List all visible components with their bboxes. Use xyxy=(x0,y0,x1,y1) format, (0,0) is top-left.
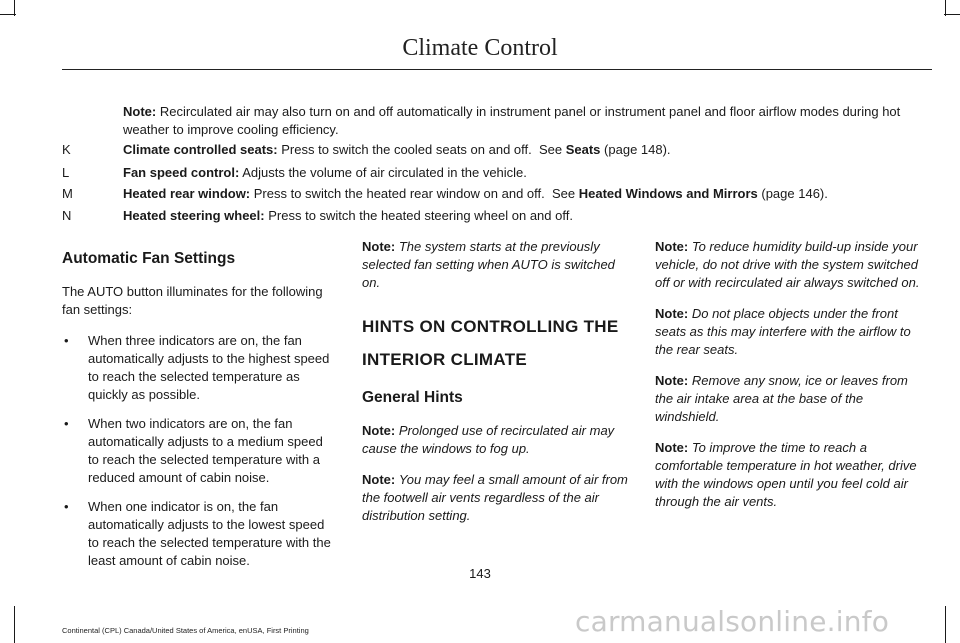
note-text: To improve the time to reach a comfortable temperature in hot weather, drive with the windows open until you feel cold air through the air vents. xyxy=(655,440,917,509)
note-label: Note: xyxy=(655,306,689,321)
note-label: Note: xyxy=(362,472,396,487)
note xyxy=(655,372,929,426)
watermark: carmanualsonline.info xyxy=(575,605,890,638)
list-item: • When three indicators are on, the fan automatically adjusts to the highest speed to reach the selected temperature as quickly as possible. xyxy=(62,332,336,404)
item-text xyxy=(123,185,828,203)
item-key: M xyxy=(62,186,73,201)
column-1 xyxy=(62,238,336,581)
crop-mark-top-right-h xyxy=(944,14,960,15)
item-key: N xyxy=(62,208,72,223)
crop-mark-bottom-left xyxy=(14,606,15,643)
item-desc: Press to switch the heated rear window on and off. See xyxy=(253,186,579,201)
item-text xyxy=(123,207,573,225)
item-key: L xyxy=(62,165,70,180)
note-text: Do not place objects under the front seats as this may interfere with the airflow to the rear seats. xyxy=(655,306,911,357)
bullet-list xyxy=(62,332,336,570)
item-desc: Press to switch the heated steering wheel on and off. xyxy=(268,208,573,223)
heading-line: HINTS ON CONTROLLING THE xyxy=(362,317,619,336)
note xyxy=(655,238,929,292)
item-page: (page 146). xyxy=(761,186,828,201)
note-text: The system starts at the previously selected fan setting when AUTO is switched on. xyxy=(362,239,615,290)
item-label: Heated rear window: xyxy=(123,186,251,201)
item-desc: Press to switch the cooled seats on and off. See xyxy=(281,142,566,157)
note-label: Note: xyxy=(362,239,396,254)
note xyxy=(362,422,634,458)
item-label: Heated steering wheel: xyxy=(123,208,265,223)
note-text: Prolonged use of recirculated air may cause the windows to fog up. xyxy=(362,423,615,456)
top-note-label: Note: xyxy=(123,104,157,119)
heading-line: INTERIOR CLIMATE xyxy=(362,350,528,369)
item-page: (page 148). xyxy=(604,142,671,157)
top-note xyxy=(123,103,928,139)
note xyxy=(655,439,929,511)
item-desc: Adjusts the volume of air circulated in the vehicle. xyxy=(242,165,527,180)
note xyxy=(362,471,634,525)
note-label: Note: xyxy=(362,423,396,438)
item-ref: Seats xyxy=(565,142,601,157)
section-heading-main xyxy=(362,316,634,371)
note-label: Note: xyxy=(655,239,689,254)
header-divider xyxy=(62,69,932,70)
item-text xyxy=(123,164,527,182)
item-label: Climate controlled seats: xyxy=(123,142,278,157)
note xyxy=(362,238,634,292)
list-item: • When two indicators are on, the fan automatically adjusts to a medium speed to reach the selected temperature with a reduced amount of cabin noise. xyxy=(62,415,336,487)
column-3 xyxy=(655,238,929,524)
list-item: • When one indicator is on, the fan automatically adjusts to the lowest speed to reach the selected temperature with the least amount of cabin noise. xyxy=(62,498,336,570)
note-text: Remove any snow, ice or leaves from the air intake area at the base of the windshield. xyxy=(655,373,908,424)
page-number: 143 xyxy=(469,566,491,581)
note xyxy=(655,305,929,359)
item-ref: Heated Windows and Mirrors xyxy=(578,186,758,201)
note-text: You may feel a small amount of air from the footwell air vents regardless of the air distribution setting. xyxy=(362,472,628,523)
note-label: Note: xyxy=(655,373,689,388)
footer-text: Continental (CPL) Canada/United States of America, enUSA, First Printing xyxy=(62,626,309,635)
page-title: Climate Control xyxy=(402,35,558,61)
item-text xyxy=(123,141,671,159)
item-key: K xyxy=(62,142,71,157)
crop-mark-bottom-right xyxy=(945,606,946,643)
top-note-text: Recirculated air may also turn on and off automatically in instrument panel or instrument panel and floor airflow modes during hot weather to improve cooling efficiency. xyxy=(123,104,901,137)
section-heading: Automatic Fan Settings xyxy=(62,250,236,267)
item-label: Fan speed control: xyxy=(123,165,240,180)
column-2 xyxy=(362,238,634,538)
note-text: To reduce humidity build-up inside your vehicle, do not drive with the system switched off or with recirculated air always switched on. xyxy=(655,239,920,290)
subheading: General Hints xyxy=(362,389,463,406)
note-label: Note: xyxy=(655,440,689,455)
crop-mark-top-left-h xyxy=(0,14,16,15)
intro-text: The AUTO button illuminates for the following fan settings: xyxy=(62,284,323,317)
